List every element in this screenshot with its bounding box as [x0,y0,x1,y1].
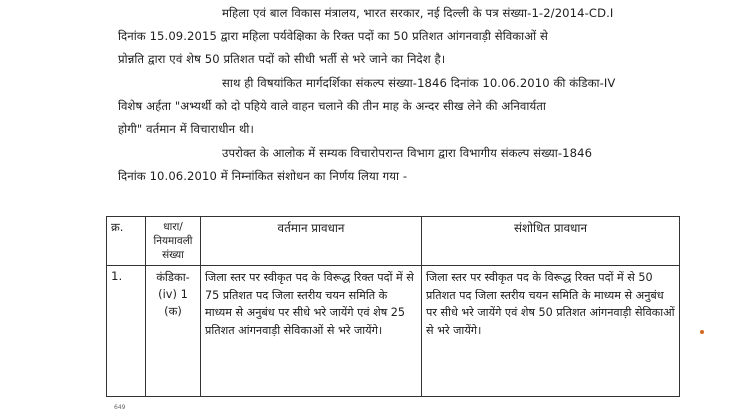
header-clause-line: नियमावली [153,235,193,247]
row-clause-line: (क) [164,304,182,318]
header-current-provision: वर्तमान प्रावधान [201,217,422,266]
row-clause [146,266,201,397]
para3-line1: उपरोक्त के आलोक में सम्यक विचारोपरान्त विभाग द्वारा विभागीय संकल्प संख्या-1846 [222,146,593,160]
para1-line1: महिला एवं बाल विकास मंत्रालय, भारत सरकार, नई दिल्ली के पत्र संख्या-1-2/2014-CD.I [222,6,614,20]
para2-line2: विशेष अर्हता "अभ्यर्थी को दो पहिये वाले वाहन चलाने की तीन माह के अन्दर सीख लेने की अनिवार्यता [118,99,546,113]
row-clause-line: कंडिका- [156,270,190,284]
row-revised-provision: जिला स्तर पर स्वीकृत पद के विरूद्ध रिक्त पदों में से 50 प्रतिशत पद जिला स्तरीय चयन समिति के माध्यम से अनुबंध पर सीधे भरे जायेंगे एवं शेष 50 प्रतिशत आंगनवाड़ी सेविकाओं से भरे जायेंगे। [422,266,680,397]
table-header-row [107,217,680,266]
header-clause-line: धारा/ [163,221,183,233]
row-current-provision: जिला स्तर पर स्वीकृत पद के विरूद्ध रिक्त पदों में से 75 प्रतिशत पद जिला स्तरीय चयन समिति के माध्यम से अनुबंध पर सीधे भरे जायेंगे एवं शेष 25 प्रतिशत आंगनवाड़ी सेविकाओं से भरे जायेंगे। [201,266,422,397]
para3-line2: दिनांक 10.06.2010 में निम्नांकित संशोधन का निर्णय लिया गया - [118,169,408,183]
amendment-table [106,216,680,397]
para2-line3: होगी" वर्तमान में विचाराधीन थी। [118,122,254,136]
header-revised-provision: संशोधित प्रावधान [422,217,680,266]
page-number: 649 [114,404,126,411]
header-serial: क्र. [107,217,146,266]
header-clause [146,217,201,266]
table-row [107,266,680,397]
para1-line2: दिनांक 15.09.2015 द्वारा महिला पर्यवेक्षिका के रिक्त पदों का 50 प्रतिशत आंगनवाड़ी सेविकाओं से [118,29,548,43]
row-serial: 1. [107,266,146,397]
header-clause-line: संख्या [162,249,184,261]
para2-line1: साथ ही विषयांकित मार्गदर्शिका संकल्प संख्या-1846 दिनांक 10.06.2010 की कंडिका-IV [222,76,616,90]
ink-mark [700,330,704,334]
row-clause-line: (iv) 1 [158,287,188,301]
para1-line3: प्रोन्नति द्वारा एवं शेष 50 प्रतिशत पदों को सीधी भर्ती से भरे जाने का निदेश है। [118,52,446,66]
